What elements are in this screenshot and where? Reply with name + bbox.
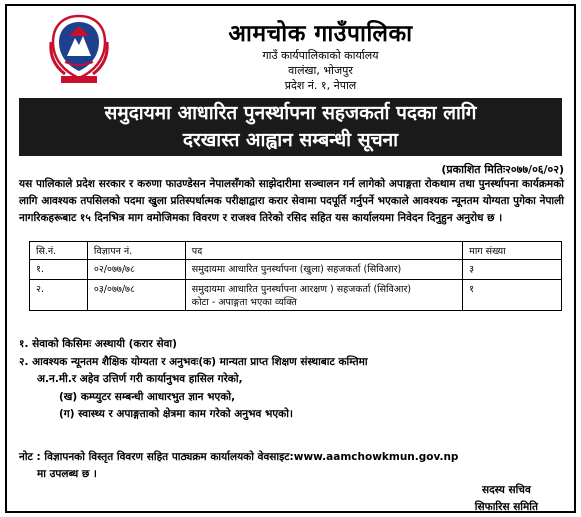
office-location: वालंखा, भोजपुर [288,64,353,77]
website-note-line-1 [19,449,564,466]
row-serial: १. [30,260,88,280]
requirements-list [19,336,564,424]
signer-committee: सिफारिस समिति [474,501,538,513]
notice-title-line-1: समुदायमा आधारित पुनर्स्थापना सहजकर्ता पदका लागि [104,102,477,124]
website-link[interactable]: www.aamchowkmun.gov.np [293,451,459,463]
header-serial: सि.नं. [30,242,88,260]
note-prefix: नोट : विज्ञापनको विस्तृत विवरण सहित पाठ्यक्रम कार्यालयको वेवसाइट: [19,451,294,463]
header-advert-no: विज्ञापन नं. [87,242,185,260]
website-note [19,449,564,483]
row-post [185,260,462,280]
row-post-line: समुदायमा आधारित पुनर्स्थापना आरक्षण ) सहजकर्ता (सिविआर) [191,284,412,295]
published-date: (प्रकाशित मितिः२०७७/०६/०२) [441,163,564,176]
service-type: १. सेवाको किसिमः अस्थायी (करार सेवा) [19,338,177,350]
website-note-line-2: मा उपलब्ध छ । [37,468,97,480]
header-demand-count: माग संख्या [463,242,562,260]
row-post-line-2: कोटा - अपाङ्गता भएका व्यक्ति [191,297,297,308]
row-post [185,280,462,311]
intro-paragraph: यस पालिकाले प्रदेश सरकार र करुणा फाउण्डेसन नेपालसँगको साझेदारीमा सञ्चालन गर्न लागेको अपाङ्गता रोकथाम तथा पुनर्स्थापना कार्यक्रमको लागि आवश्यक तपसिलको पदमा खुला प्रतिस्पर्धात्मक परीक्षाद्वारा करार सेवामा पदपूर्ति गर्नुपर्ने भएकाले आवश्यक न्यूनतम योग्यता पुगेका नेपाली नागरिकहरूबाट १५ दिनभित्र माग वमोजिमका विवरण र राजश्व तिरेको रसिद सहित यस कार्यालयमा निवेदन दिनुहुन अनुरोध छ । [19,178,564,224]
province: प्रदेश नं. १, नेपाल [284,79,357,92]
notice-page [5,4,576,513]
table-row [30,280,562,311]
notice-title-line-2: दरखास्त आह्वान सम्बन्धी सूचना [182,129,399,151]
signature-block [475,482,538,516]
qualification-a: २. आवश्यक न्यूनतम शैक्षिक योग्यता र अनुभवः(क) मान्यता प्राप्त शिक्षण संस्थाबाट कम्तिमा [19,355,368,368]
row-post-line: समुदायमा आधारित पुनर्स्थापना (खुला) सहजकर्ता (सिविआर) [191,264,402,275]
row-demand-count: ३ [463,260,562,280]
municipality-name: आमचोक गाउँपालिका [228,21,413,47]
row-serial: २. [30,280,88,311]
vacancy-table [29,241,562,311]
header-post: पद [185,242,462,260]
row-demand-count: १ [463,280,562,311]
office-name: गाउँ कार्यपालिकाको कार्यालय [262,49,379,62]
row-advert-no: ०३/०७७/७८ [87,280,185,311]
qualification-c: (ग) स्वास्थ्य र अपाङ्गताको क्षेत्रमा काम गरेको अनुभव भएको। [59,408,293,420]
signer-title: सदस्य सचिव [481,484,531,496]
qualification-a-continued: अ.न.मी.र अहेव उत्तिर्ण गरी कार्यानुभव हासिल गरेको, [37,373,243,385]
row-advert-no: ०२/०७७/७८ [87,260,185,280]
notice-title-banner [19,98,562,156]
table-row [30,260,562,280]
qualification-b: (ख) कम्प्युटर सम्बन्धी आधारभुत ज्ञान भएको, [59,390,236,403]
table-header-row [30,242,562,260]
